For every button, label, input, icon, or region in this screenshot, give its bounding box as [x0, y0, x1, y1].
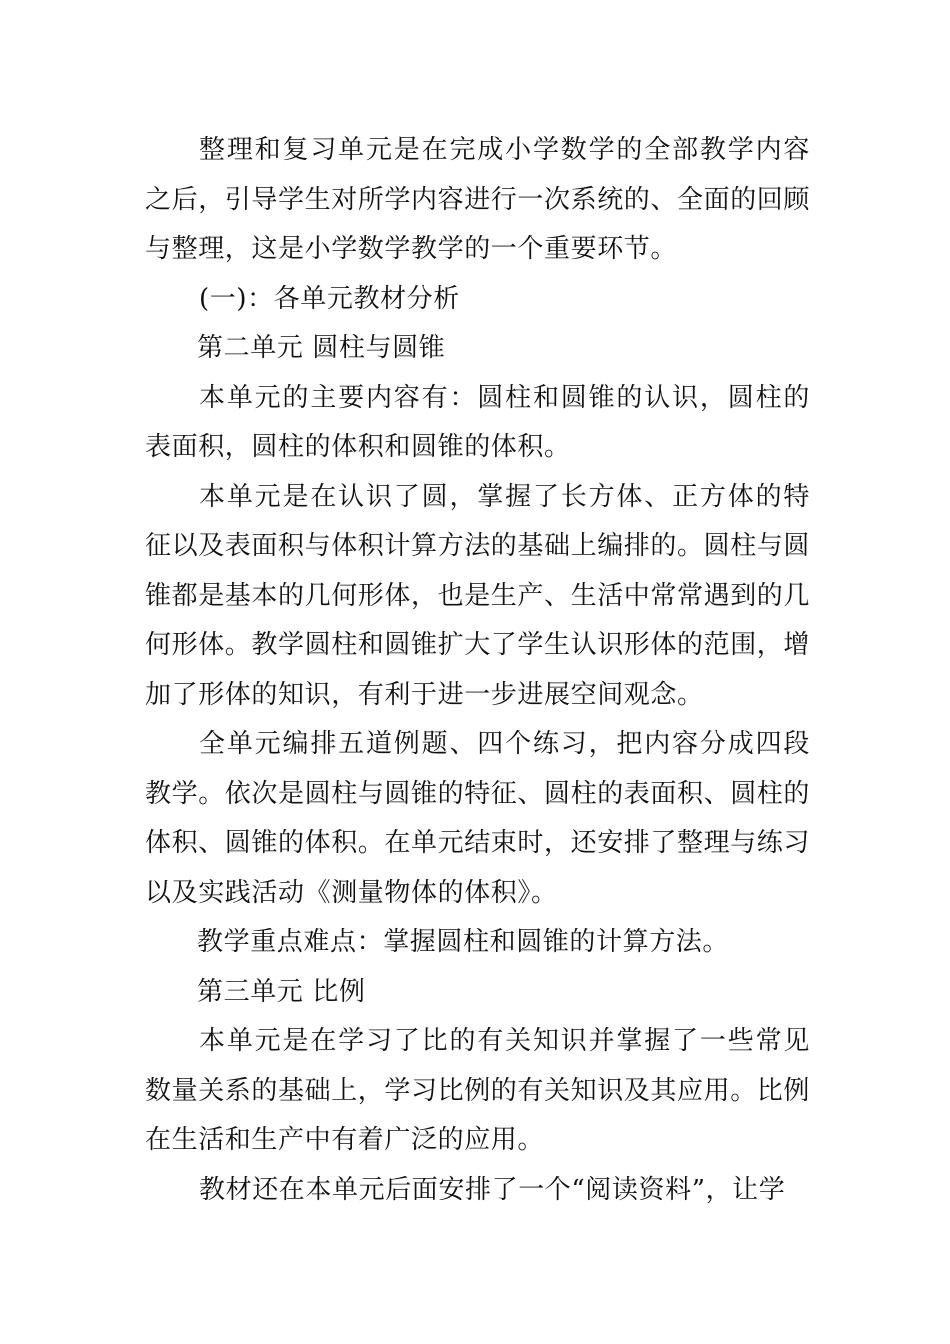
section-heading-analysis: (一)：各单元教材分析	[199, 283, 460, 314]
paragraph-unit2-content: 本单元的主要内容有：圆柱和圆锥的认识，圆柱的表面积，圆柱的体积和圆锥的体积。	[145, 382, 810, 462]
paragraph-unit3-reading: 教材还在本单元后面安排了一个“阅读资料”，让学	[199, 1174, 786, 1205]
unit-heading-3: 第三单元 比例	[197, 976, 366, 1007]
unit-heading-2: 第二单元 圆柱与圆锥	[197, 333, 446, 363]
paragraph-intro: 整理和复习单元是在完成小学数学的全部教学内容之后，引导学生对所学内容进行一次系统的、全面的回顾与整理，这是小学数学教学的一个重要环节。	[145, 135, 811, 264]
document-body	[145, 126, 810, 1215]
paragraph-unit3-content: 本单元是在学习了比的有关知识并掌握了一些常见数量关系的基础上，学习比例的有关知识及其应用。比例在生活和生产中有着广泛的应用。	[145, 1026, 811, 1155]
paragraph-unit2-basis: 本单元是在认识了圆，掌握了长方体、正方体的特征以及表面积与体积计算方法的基础上编排的。圆柱与圆锥都是基本的几何形体，也是生产、生活中常常遇到的几何形体。教学圆柱和圆锥扩大了学生认识形体的范围，增加了形体的知识，有利于进一步进展空间观念。	[145, 481, 811, 710]
paragraph-unit2-arrangement: 全单元编排五道例题、四个练习，把内容分成四段教学。依次是圆柱与圆锥的特征、圆柱的表面积、圆柱的体积、圆锥的体积。在单元结束时，还安排了整理与练习以及实践活动《测量物体的体积》。	[145, 729, 811, 908]
paragraph-unit2-keypoints: 教学重点难点：掌握圆柱和圆锥的计算方法。	[197, 927, 730, 957]
